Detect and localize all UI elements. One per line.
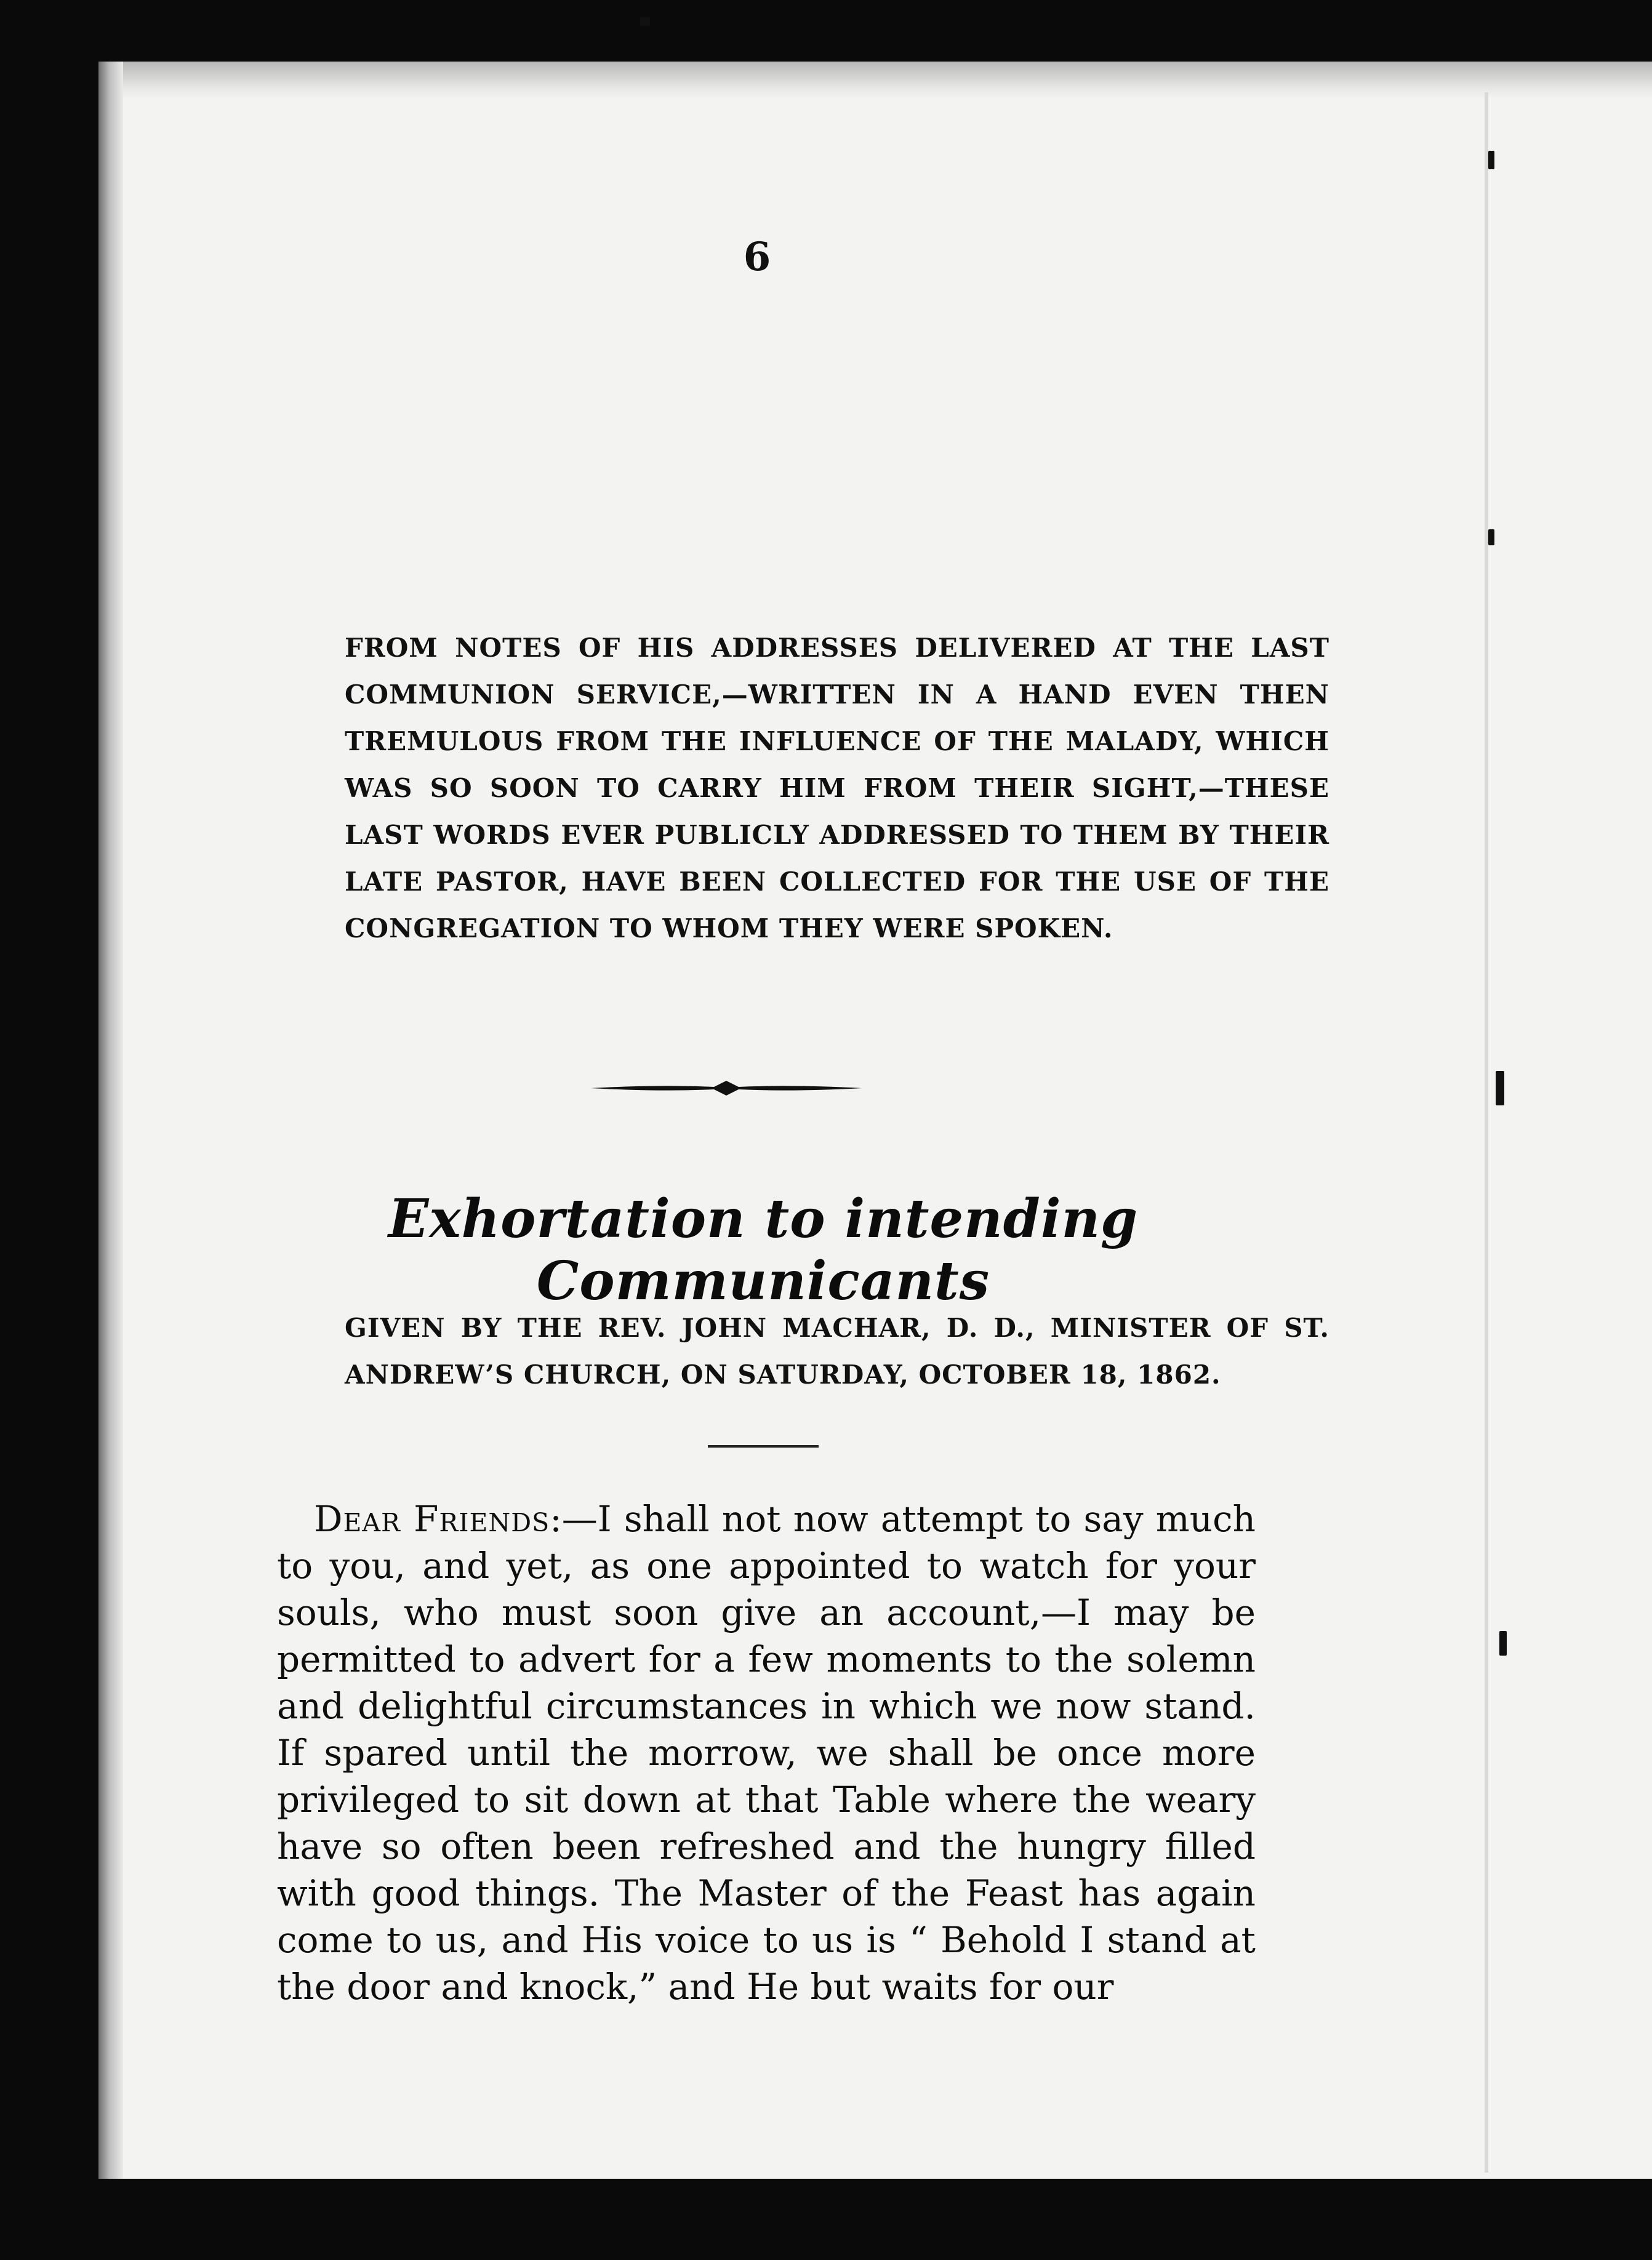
sermon-body	[277, 1496, 1256, 2010]
memorial-note-text: FROM NOTES OF HIS ADDRESSES DELIVERED AT THE LAST COMMUNION SERVICE,—WRITTEN IN A HAND EVEN THEN TREMULOUS FROM THE INFLUENCE OF THE MALADY, WHICH WAS SO SOON TO CARRY HIM FROM THEIR SIGHT,—THESE LAST WORDS EVER PUBLICLY ADDRESSED TO THEM BY THEIR LATE PASTOR, HAVE BEEN COLLECTED FOR THE USE OF THE CONGREGATION TO WHOM THEY WERE SPOKEN.	[345, 633, 1329, 944]
ink-speck	[1496, 1071, 1504, 1105]
memorial-note	[271, 625, 1329, 952]
ink-speck	[1488, 529, 1494, 545]
sermon-heading: Exhortation to intending Communicants	[388, 1188, 1139, 1312]
ink-speck	[1488, 151, 1494, 169]
salutation: Dear Friends	[314, 1498, 550, 1540]
sermon-body-text: :—I shall not now attempt to say much to you, and yet, as one appointed to watch for your souls, who must soon give an account,—I may be permitted to advert for a few moments to the solemn and delightful circumstances in which we now stand. If spared until the morrow, we shall be once more privileged to sit down at that Table where the weary have so often been refreshed and the hungry filled with good things. The Master of the Feast has again come to us, and His voice to us is “ Behold I stand at the door and knock,” and He but waits for our	[277, 1498, 1256, 2008]
ornamental-divider	[591, 1076, 862, 1100]
sermon-byline	[271, 1305, 1329, 1398]
page-top-edge	[123, 62, 1652, 98]
page-number: 6	[743, 234, 771, 280]
ink-speck	[1499, 1631, 1507, 1656]
section-rule	[708, 1445, 819, 1448]
ink-speck	[640, 17, 650, 26]
sermon-byline-text: GIVEN BY THE REV. JOHN MACHAR, D. D., MINISTER OF ST. ANDREW’S CHURCH, ON SATURDAY, OCTOBER 18, 1862.	[345, 1313, 1329, 1390]
page-left-edge	[98, 62, 123, 2179]
fold-line	[1485, 92, 1488, 2173]
